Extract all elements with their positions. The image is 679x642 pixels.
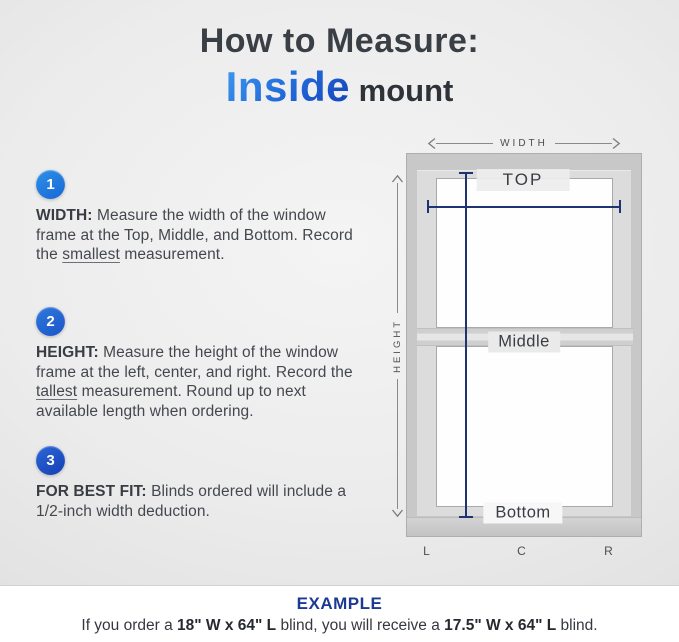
- top-measure-label: TOP: [477, 169, 570, 191]
- step-3-label: FOR BEST FIT:: [36, 483, 147, 500]
- step-1-description: [36, 206, 366, 265]
- width-measure-tick-left: [427, 200, 429, 213]
- step-2-text-end: measurement. Round up to next available length when ordering.: [36, 383, 306, 420]
- window-measure-diagram: [390, 136, 652, 576]
- middle-measure-label: Middle: [488, 332, 560, 353]
- step-2-emphasis: tallest: [36, 383, 78, 400]
- width-dimension-arrow: [427, 136, 621, 151]
- arrow-left-icon: [427, 137, 436, 150]
- step-1-text: Measure the width of the window frame at the Top, Middle, and Bottom. Record the: [36, 207, 353, 263]
- example-text-3: blind.: [556, 617, 598, 634]
- arrow-line: [436, 143, 493, 144]
- example-heading: EXAMPLE: [296, 594, 383, 613]
- height-arrow-label: HEIGHT: [392, 319, 403, 373]
- step-3: [36, 446, 372, 521]
- right-position-label: R: [604, 544, 614, 558]
- window-pane-bottom: [436, 346, 613, 507]
- arrow-line: [397, 183, 398, 313]
- subtitle-highlight: Inside: [225, 63, 351, 110]
- arrow-line: [555, 143, 612, 144]
- window-pane-top: [436, 178, 613, 328]
- subtitle-suffix: mount: [350, 73, 454, 108]
- step-1-text-end: measurement.: [119, 246, 225, 263]
- example-ordered-size: 18" W x 64" L: [177, 617, 277, 634]
- width-measure-line: [427, 206, 621, 208]
- page-subtitle: [0, 63, 679, 111]
- example-text-2: blind, you will receive a: [276, 617, 445, 634]
- arrow-right-icon: [612, 137, 621, 150]
- step-1-badge: 1: [36, 170, 65, 199]
- center-position-label: C: [517, 544, 527, 558]
- step-3-text: Blinds ordered will include a 1/2-inch width deduction.: [36, 483, 347, 520]
- step-2: [36, 307, 372, 421]
- step-1: [36, 170, 372, 265]
- step-3-badge: 3: [36, 446, 65, 475]
- example-received-size: 17.5" W x 64" L: [444, 617, 557, 634]
- left-position-label: L: [423, 544, 431, 558]
- window-illustration: [406, 153, 642, 537]
- page-title: How to Measure:: [199, 22, 480, 60]
- step-2-label: HEIGHT:: [36, 344, 99, 361]
- arrow-down-icon: [391, 509, 404, 518]
- step-2-badge: 2: [36, 307, 65, 336]
- step-1-emphasis: smallest: [62, 246, 120, 263]
- arrow-line: [397, 379, 398, 509]
- example-footer: [0, 585, 679, 642]
- height-measure-tick-bottom: [459, 516, 473, 518]
- step-1-label: WIDTH:: [36, 207, 93, 224]
- step-2-description: [36, 343, 366, 421]
- height-measure-line: [465, 172, 467, 518]
- height-dimension-arrow: [390, 174, 405, 518]
- example-text-1: If you order a: [81, 617, 178, 634]
- example-sentence: [0, 617, 679, 635]
- header: [0, 22, 679, 111]
- width-arrow-label: WIDTH: [500, 138, 548, 149]
- height-measure-tick-top: [459, 172, 473, 174]
- width-measure-tick-right: [619, 200, 621, 213]
- bottom-measure-label: Bottom: [483, 503, 562, 524]
- step-3-description: [36, 482, 366, 521]
- arrow-up-icon: [391, 174, 404, 183]
- step-2-text: Measure the height of the window frame at the left, center, and right. Record the: [36, 344, 353, 381]
